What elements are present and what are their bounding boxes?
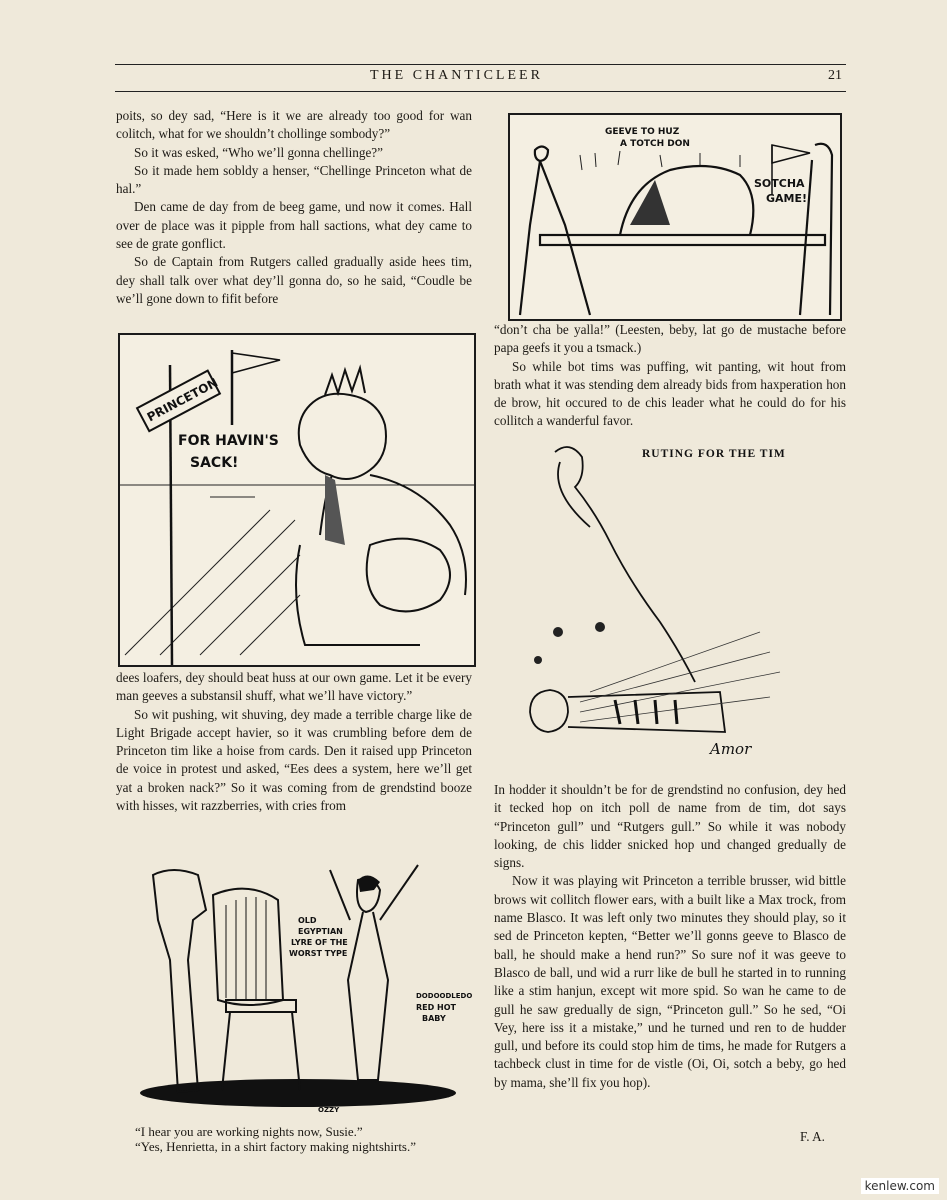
header-top-rule: [115, 64, 846, 65]
speech-line-1: FOR HAVIN'S: [178, 433, 279, 449]
stretcher-text-1: GEEVE TO HUZ: [605, 127, 680, 137]
egypt-label-3: LYRE OF THE: [291, 938, 348, 947]
paragraph: Now it was playing wit Princeton a terrible brusser, wid bittle brows wit collitch flower ears, with a built like a Max trock, from name Blasco. It was left only two minutes they should play, so it sed de Princeton kepten, “Better we’ll gonns geeve to Blasco de ball, he should make a hend run?” So sure nof it was geeve to Blasco de ball, und wid a rurr like de bull he started in to running like a stim hanjun, except wit more spid. So wan he came to de gull he saw gredually de sign, “Princeton gull.” So he sed, “Oi Vey, here iss it a mistake,” und he turned und ren to de hudder gull, und before its could stop him de tims, he made for Rutgers a tachbeck clust in time for de vistle (Oi, Oi, sotch a beby, go hed by mama, she’ll fix you hop).: [494, 873, 846, 1090]
cartoon-ruting-drawing: [520, 432, 846, 782]
watermark: kenlew.com: [861, 1178, 939, 1194]
paragraph: “don’t cha be yalla!” (Leesten, beby, lat go de mustache before papa geefs it you a tsmack.): [494, 322, 846, 356]
egypt-label-2: EGYPTIAN: [298, 927, 343, 936]
stretcher-text-3: SOTCHA: [754, 177, 805, 190]
cartoon-stretcher-panel: [508, 113, 842, 321]
egypt-label-4: WORST TYPE: [289, 949, 348, 958]
stretcher-text-4: GAME!: [766, 192, 808, 205]
paragraph: So de Captain from Rutgers called gradually aside hees tim, dey shall talk over what dey’ll gonna do, so he said, “Coudle be we’ll gone down to fifit before: [116, 254, 472, 306]
cartoon-stretcher-drawing: [510, 115, 840, 319]
left-column-top: [116, 107, 472, 308]
right-column-top: [494, 321, 846, 431]
paragraph: So while bot tims was puffing, wit panting, wit hout from brath what it was stending dem already bids from haxperation hon de brow, hit occured to de chis leader what he could do for his collitch a wanderful favor.: [494, 358, 846, 429]
egypt-artist-signature: OZZY: [318, 1106, 340, 1114]
cartoon-egypt-drawing: [118, 850, 478, 1122]
paragraph: So wit pushing, wit shuving, dey made a terrible charge like de Light Brigade accept havier, so it was crumbling before dem de Princeton tim like a hoise from cards. Den it raised upp Princeton de voice in protest und asked, “Ees dees a system, here we’ll get yat a broken nack?” So it was coming from de grendstind booze with hisses, wit razzberries, with cries from: [116, 706, 472, 814]
princeton-sign-text: PRINCETON: [144, 375, 221, 425]
egypt-caption-line-1: “I hear you are working nights now, Susie.”: [135, 1124, 363, 1139]
paragraph: poits, so dey sad, “Here is it we are already too good for wan colitch, what for we shouldn’t chollinge sombody?”: [116, 108, 472, 142]
cartoon-egypt: [118, 850, 478, 1122]
paragraph: Den came de day from de beeg game, und now it comes. Hall over de place was it pipple from hall sactions, what dey came to see de grate gonflict.: [116, 199, 472, 252]
header-bottom-rule: [115, 91, 846, 92]
page-header-title: THE CHANTICLEER: [370, 68, 543, 83]
left-column-bottom: [116, 669, 472, 815]
cartoon-princeton-drawing: [120, 335, 474, 665]
egypt-label-5: DODOODLEDO: [416, 992, 473, 1000]
cartoon-princeton-panel: [118, 333, 476, 667]
ruting-artist-signature: Amor: [710, 740, 752, 758]
ruting-title: RUTING FOR THE TIM: [642, 448, 786, 460]
right-column-bottom: [494, 781, 846, 1092]
egypt-caption-line-2: “Yes, Henrietta, in a shirt factory making nightshirts.”: [135, 1139, 417, 1154]
page-number: 21: [828, 68, 842, 83]
paragraph: So it made hem sobldy a henser, “Chellinge Princeton what de hal.”: [116, 162, 472, 197]
cartoon-ruting: [520, 432, 846, 782]
paragraph: dees loafers, dey should beat huss at our own game. Let it be every man geeves a substansil shuff, what we’ll have victory.”: [116, 670, 472, 704]
egypt-label-7: BABY: [422, 1014, 446, 1023]
speech-line-2: SACK!: [190, 455, 239, 471]
egypt-label-6: RED HOT: [416, 1003, 457, 1012]
egypt-label-1: OLD: [298, 916, 317, 925]
paragraph: In hodder it shouldn’t be for de grendstind no confusion, dey hed it tecked hop on itch poll de name from de tim, dot says “Princeton gull” und “Rutgers gull.” So while it was nobody looking, de chis lidder snicked hop und changed gredually de signs.: [494, 782, 846, 871]
stretcher-text-2: A TOTCH DON: [620, 139, 690, 149]
paragraph: So it was esked, “Who we’ll gonna chellinge?”: [134, 144, 384, 160]
author-signature: F. A.: [800, 1129, 825, 1144]
